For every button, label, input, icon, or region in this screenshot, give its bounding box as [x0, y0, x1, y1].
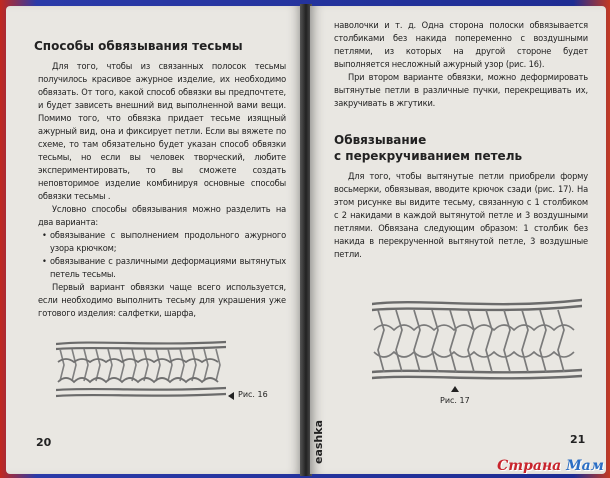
figure-16-caption: Рис. 16 [238, 390, 268, 399]
paragraph: Условно способы обвязывания можно разделить на два варианта: [38, 204, 286, 228]
figure-17-caption: Рис. 17 [440, 396, 470, 405]
right-page-body-top [334, 19, 588, 110]
figure-17-crochet-tape [372, 296, 582, 384]
section-heading-tape-edging: Способы обвязывания тесьмы [34, 39, 243, 53]
list-item: • обвязывание с выполнением продольного ажурного узора крючком; [50, 229, 286, 255]
list-item: • обвязывание с различными деформациями вытянутых петель тесьмы. [50, 255, 286, 281]
paragraph: При втором варианте обвязки, можно деформировать вытянутые петли в различные пучки, перекрещивать их, закручивать в жгутики. [334, 72, 588, 109]
left-page-body [38, 60, 286, 320]
paragraph: Для того, чтобы из связанных полосок тесьмы получилось красивое ажурное изделие, их необходимо обвязать. От того, какой способ обвязки вы предпочтете, и будет зависеть внешний вид выполненной вами вещи. Помимо того, что обвязка придает тесьме изящный ажурный вид, она и фиксирует петли. Если вы вяжете по схеме, то там обязательно будет указан способ обвязки тесьмы, но если вы человек творческий, любите экспериментировать, то вы сможете создать неповторимое изделие комбинируя основные способы обвязки тесьмы . [38, 61, 286, 202]
site-watermark [497, 458, 604, 474]
variant-list [38, 229, 286, 281]
caption-pointer-icon [451, 386, 459, 392]
watermark-text-accent: Мам [566, 458, 604, 474]
section-heading-twisted-loops [334, 132, 522, 164]
left-page [6, 6, 302, 474]
right-page [310, 6, 606, 474]
page-number-right: 21 [570, 433, 586, 446]
paragraph: Первый вариант обвязки чаще всего используется, если необходимо выполнить тесьму для украшения уже готового изделия: салфетки, шарфа, [38, 282, 286, 319]
caption-pointer-icon [228, 392, 234, 400]
heading-line: с перекручиванием петель [334, 149, 523, 163]
right-page-body-bottom [334, 170, 588, 261]
paragraph: наволочки и т. д. Одна сторона полоски обвязывается столбиками без накида попеременно с воздушными петлями, из которых на другой стороне будет выполняется несложный ажурный узор (рис. 16). [334, 20, 588, 70]
figure-16-crochet-tape [56, 338, 226, 400]
paragraph: Для того, чтобы вытянутые петли приобрели форму восьмерки, обвязывая, вводите крючок сзади (рис. 17). На этом рисунке вы видите тесьму, связанную с 1 столбиком с 2 накидами в каждой вытянутой петле и 3 воздушными петлями. Обвязана следующим образом: 1 столбик без накида в перекрученной вытянутой петле, 3 воздушные петли. [334, 171, 588, 260]
heading-line: Обвязывание [334, 133, 427, 147]
page-number-left: 20 [36, 436, 52, 449]
side-mark-text: eashka [312, 420, 325, 464]
watermark-text: Страна [497, 458, 567, 474]
